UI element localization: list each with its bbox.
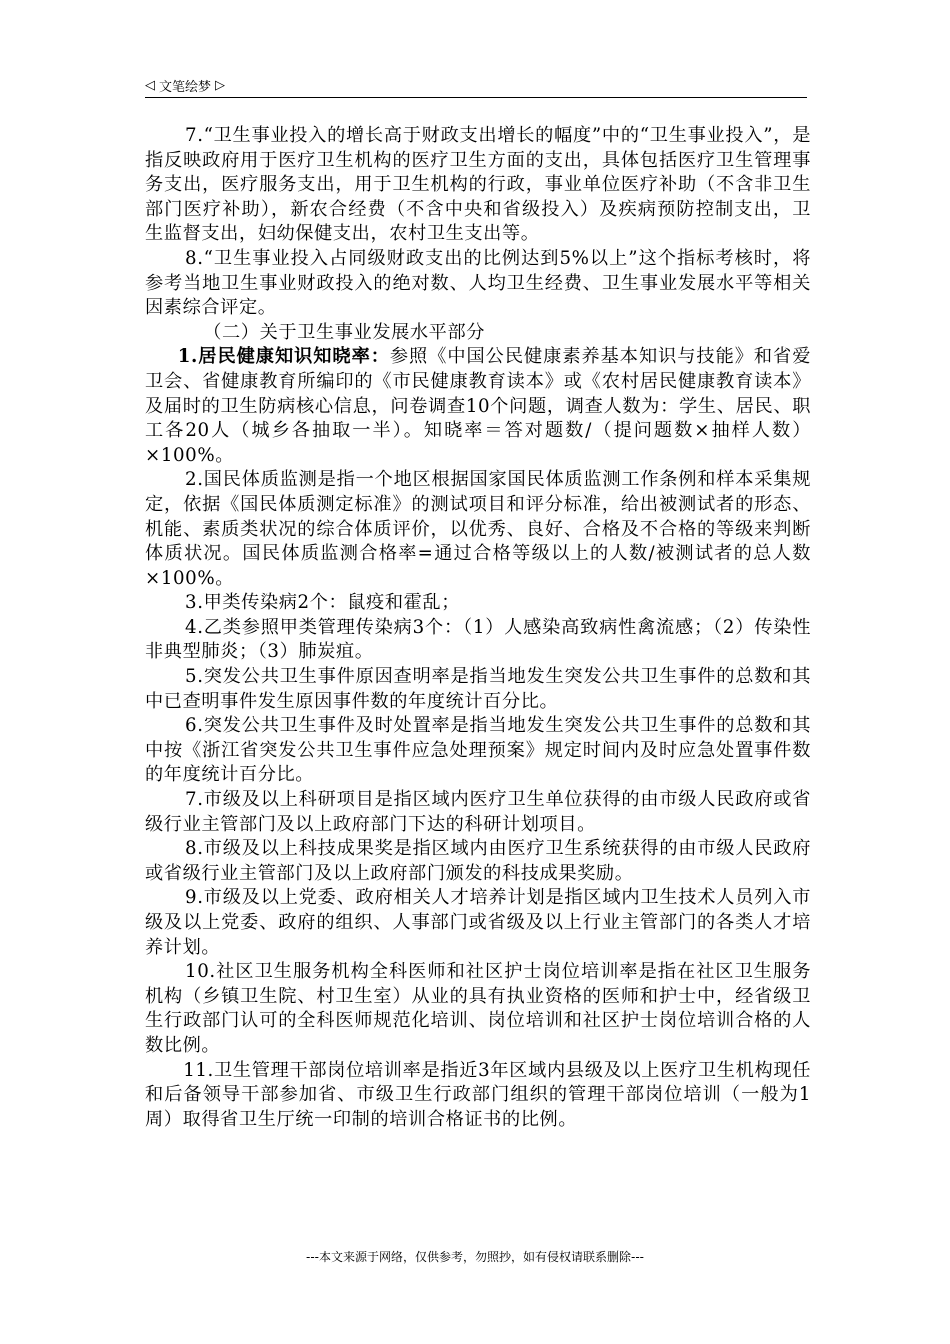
paragraph-item-6: 6.突发公共卫生事件及时处置率是指当地发生突发公共卫生事件的总数和其中按《浙江省突发公共卫生事件应急处理预案》规定时间内及时应急处置事件数的年度统计百分比。 (145, 715, 811, 786)
paragraph-item-5: 5.突发公共卫生事件原因查明率是指当地发生突发公共卫生事件的总数和其中已查明事件发生原因事件数的年度统计百分比。 (145, 666, 811, 712)
paragraph-item-8: 8.市级及以上科技成果奖是指区域内由医疗卫生系统获得的由市级人民政府或省级行业主管部门及以上政府部门颁发的科技成果奖励。 (145, 838, 811, 884)
left-arrow-icon: ◁ (145, 78, 155, 93)
header-title: 文笔绘梦 (159, 80, 212, 95)
paragraph-item-2: 2.国民体质监测是指一个地区根据国家国民体质监测工作条例和样本采集规定，依据《国民体质测定标准》的测试项目和评分标准，给出被测试者的形态、机能、素质类状况的综合体质评价，以优秀、良好、合格及不合格的等级来判断体质状况。国民体质监测合格率=通过合格等级以上的人数/被测试者的总人数×100%。 (145, 469, 811, 589)
paragraph-item-10: 10.社区卫生服务机构全科医师和社区护士岗位培训率是指在社区卫生服务机构（乡镇卫生院、村卫生室）从业的具有执业资格的医师和护士中，经省级卫生行政部门认可的全科医师规范化培训、岗位培训和社区护士岗位培训合格的人数比例。 (145, 961, 811, 1056)
right-arrow-icon: ▷ (215, 78, 226, 93)
paragraph-item-1 (145, 345, 811, 468)
section-heading: （二）关于卫生事业发展水平部分 (203, 321, 486, 343)
paragraph-item-7: 7.市级及以上科研项目是指区域内医疗卫生单位获得的由市级人民政府或省级行业主管部门及以上政府部门下达的科研计划项目。 (145, 789, 811, 835)
document-body (145, 124, 811, 1132)
item-1-text: 参照《中国公民健康素养基本知识与技能》和省爱卫会、省健康教育所编印的《市民健康教育读本》或《农村居民健康教育读本》及届时的卫生防病核心信息，问卷调查10个问题，调查人数为：学生、居民、职工各20人（城乡各抽取一半）。知晓率＝答对题数/（提问题数×抽样人数）×100%。 (145, 346, 811, 466)
item-1-term: 1.居民健康知识知晓率： (177, 346, 390, 368)
paragraph-item-3: 3.甲类传染病2个：鼠疫和霍乱； (185, 592, 460, 614)
header-divider (145, 97, 807, 98)
paragraph-item-4: 4.乙类参照甲类管理传染病3个：（1）人感染高致病性禽流感；（2）传染性非典型肺炎；（3）肺炭疽。 (145, 616, 811, 663)
paragraph-item-11: 11.卫生管理干部岗位培训率是指近3年区域内县级及以上医疗卫生机构现任和后备领导干部参加省、市级卫生行政部门组织的管理干部岗位培训（一般为1周）取得省卫生厅统一印制的培训合格证书的比例。 (145, 1059, 811, 1130)
paragraph-7-investment: 7.“卫生事业投入的增长高于财政支出增长的幅度”中的“卫生事业投入”，是指反映政府用于医疗卫生机构的医疗卫生方面的支出，具体包括医疗卫生管理事务支出，医疗服务支出，用于卫生机构的行政，事业单位医疗补助（不含非卫生部门医疗补助），新农合经费（不含中央和省级投入）及疾病预防控制支出，卫生监督支出，妇幼保健支出，农村卫生支出等。 (145, 125, 811, 245)
paragraph-item-9: 9.市级及以上党委、政府相关人才培养计划是指区域内卫生技术人员列入市级及以上党委、政府的组织、人事部门或省级及以上行业主管部门的各类人才培养计划。 (145, 887, 811, 958)
document-header (145, 76, 805, 95)
footer-notice: ---本文来源于网络，仅供参考，勿照抄，如有侵权请联系删除--- (306, 1250, 644, 1264)
paragraph-8-ratio: 8.“卫生事业投入占同级财政支出的比例达到5%以上”这个指标考核时，将参考当地卫生事业财政投入的绝对数、人均卫生经费、卫生事业发展水平等相关因素综合评定。 (145, 247, 811, 319)
